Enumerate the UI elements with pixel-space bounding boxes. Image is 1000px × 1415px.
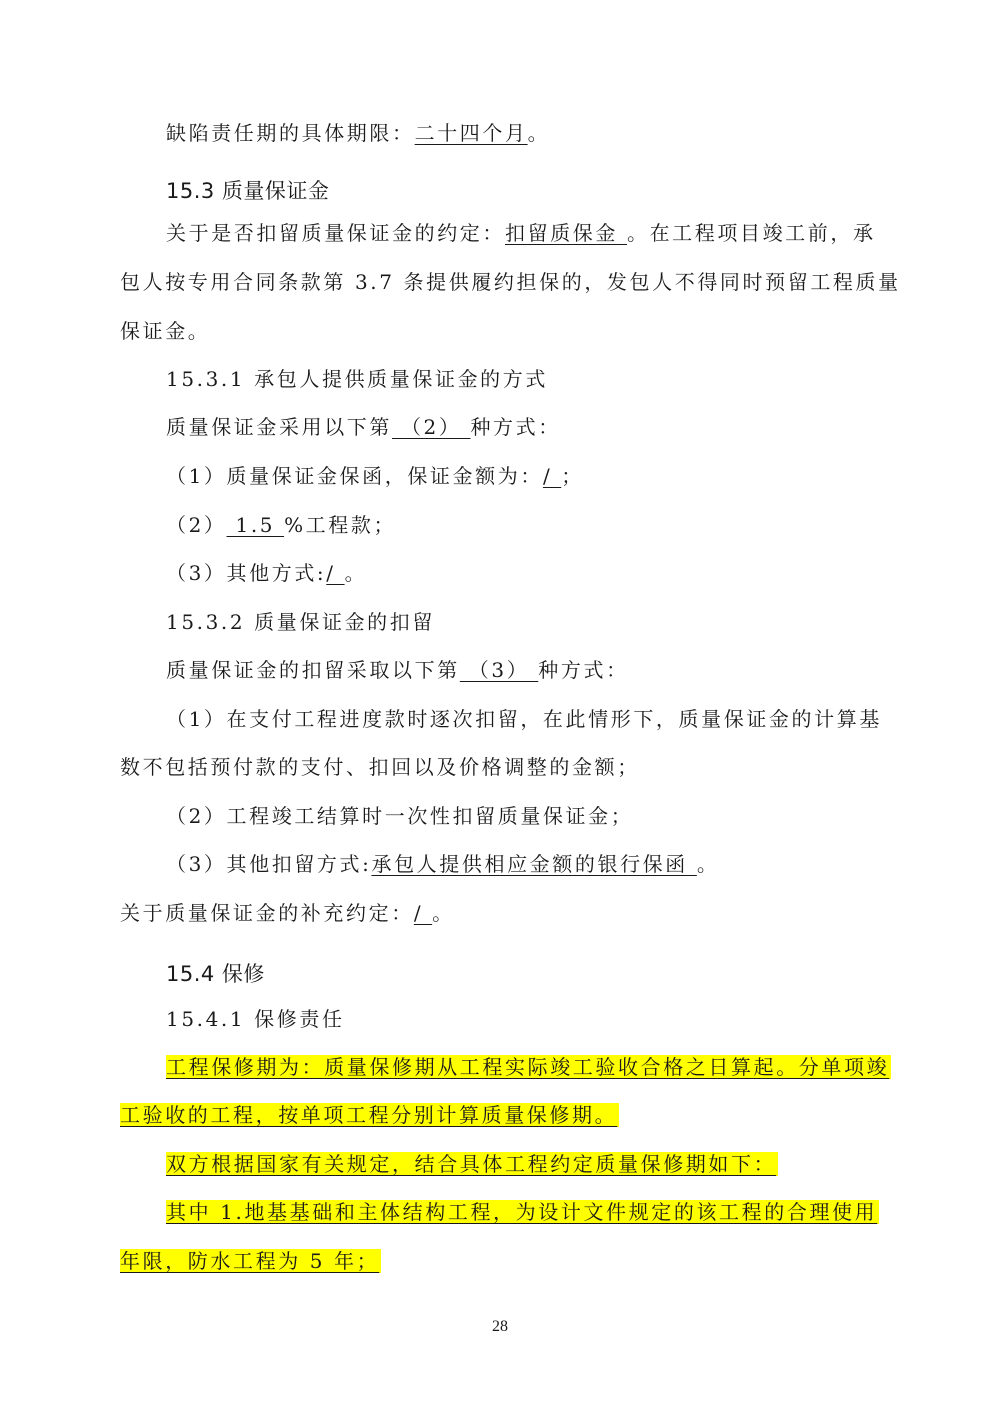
highlighted-line	[166, 1052, 891, 1082]
defect-liability-period-line	[166, 118, 550, 148]
subsection-heading-15-3-2: 15.3.2 质量保证金的扣留	[166, 610, 435, 634]
line-text: （3）其他方式:	[166, 561, 327, 585]
highlighted-text: 年限，防水工程为 5 年；	[120, 1249, 380, 1273]
retention-option-1: （1）在支付工程进度款时逐次扣留，在此情形下，质量保证金的计算基	[166, 707, 882, 731]
filled-value: /	[542, 464, 562, 488]
method-selection-line	[166, 412, 561, 442]
line-text: 质量保证金采用以下第	[166, 415, 392, 439]
subsection-heading-15-3-1: 15.3.1 承包人提供质量保证金的方式	[166, 367, 548, 391]
filled-value: /	[326, 561, 345, 585]
subsection-heading-15-4-1: 15.4.1 保修责任	[166, 1007, 345, 1031]
line-text: 。在工程项目竣工前，承	[626, 221, 876, 245]
retention-method-line	[166, 655, 629, 685]
filled-value: /	[413, 901, 433, 925]
highlighted-line	[120, 1246, 381, 1276]
retention-option-2: （2）工程竣工结算时一次性扣留质量保证金；	[166, 804, 634, 828]
page-number: 28	[492, 1318, 508, 1335]
paragraph-line: 包人按专用合同条款第 3.7 条提供履约担保的，发包人不得同时预留工程质量	[120, 270, 901, 294]
highlighted-text: 工程保修期为：质量保修期从工程实际竣工验收合格之日算起。分单项竣	[166, 1055, 890, 1079]
highlighted-text: 其中 1.地基基础和主体结构工程，为设计文件规定的该工程的合理使用	[166, 1200, 878, 1224]
line-text: ；	[561, 464, 584, 488]
highlighted-line	[120, 1100, 619, 1130]
filled-value: 1.5	[226, 513, 285, 537]
line-text: 。	[527, 121, 551, 145]
line-text: %工程款；	[284, 513, 397, 537]
filled-value: 二十四个月	[414, 121, 528, 145]
line-text: 。	[696, 852, 720, 876]
highlighted-line	[166, 1149, 778, 1179]
retention-option-3	[166, 849, 719, 879]
paragraph-line: 保证金。	[120, 319, 211, 343]
line-text: 关于质量保证金的补充约定：	[120, 901, 414, 925]
line-text: 。	[344, 561, 368, 585]
retention-agreement-line	[166, 218, 876, 248]
filled-value: （2）	[392, 415, 471, 439]
line-text: （2）	[166, 513, 227, 537]
method-option-1	[166, 461, 584, 491]
filled-value: 扣留质保金	[505, 221, 627, 245]
highlighted-text: 工验收的工程，按单项工程分别计算质量保修期。	[120, 1103, 618, 1127]
paragraph-line: 数不包括预付款的支付、扣回以及价格调整的金额；	[120, 755, 640, 779]
line-text: 质量保证金的扣留采取以下第	[166, 658, 460, 682]
filled-value: 承包人提供相应金额的银行保函	[371, 852, 697, 876]
method-option-2	[166, 510, 396, 540]
line-text: （3）其他扣留方式:	[166, 852, 372, 876]
highlighted-text: 双方根据国家有关规定，结合具体工程约定质量保修期如下：	[166, 1152, 777, 1176]
highlighted-line	[166, 1197, 879, 1227]
line-text: （1）质量保证金保函，保证金额为：	[166, 464, 543, 488]
line-text: 关于是否扣留质量保证金的约定：	[166, 221, 505, 245]
supplementary-agreement-line	[120, 898, 455, 928]
line-text: 种方式：	[538, 658, 629, 682]
line-text: 。	[432, 901, 455, 925]
section-heading-15-3: 15.3 质量保证金	[166, 179, 330, 203]
method-option-3	[166, 558, 367, 588]
section-heading-15-4: 15.4 保修	[166, 962, 265, 986]
line-text: 种方式：	[470, 415, 561, 439]
filled-value: （3）	[459, 658, 539, 682]
line-text: 缺陷责任期的具体期限：	[166, 121, 415, 145]
